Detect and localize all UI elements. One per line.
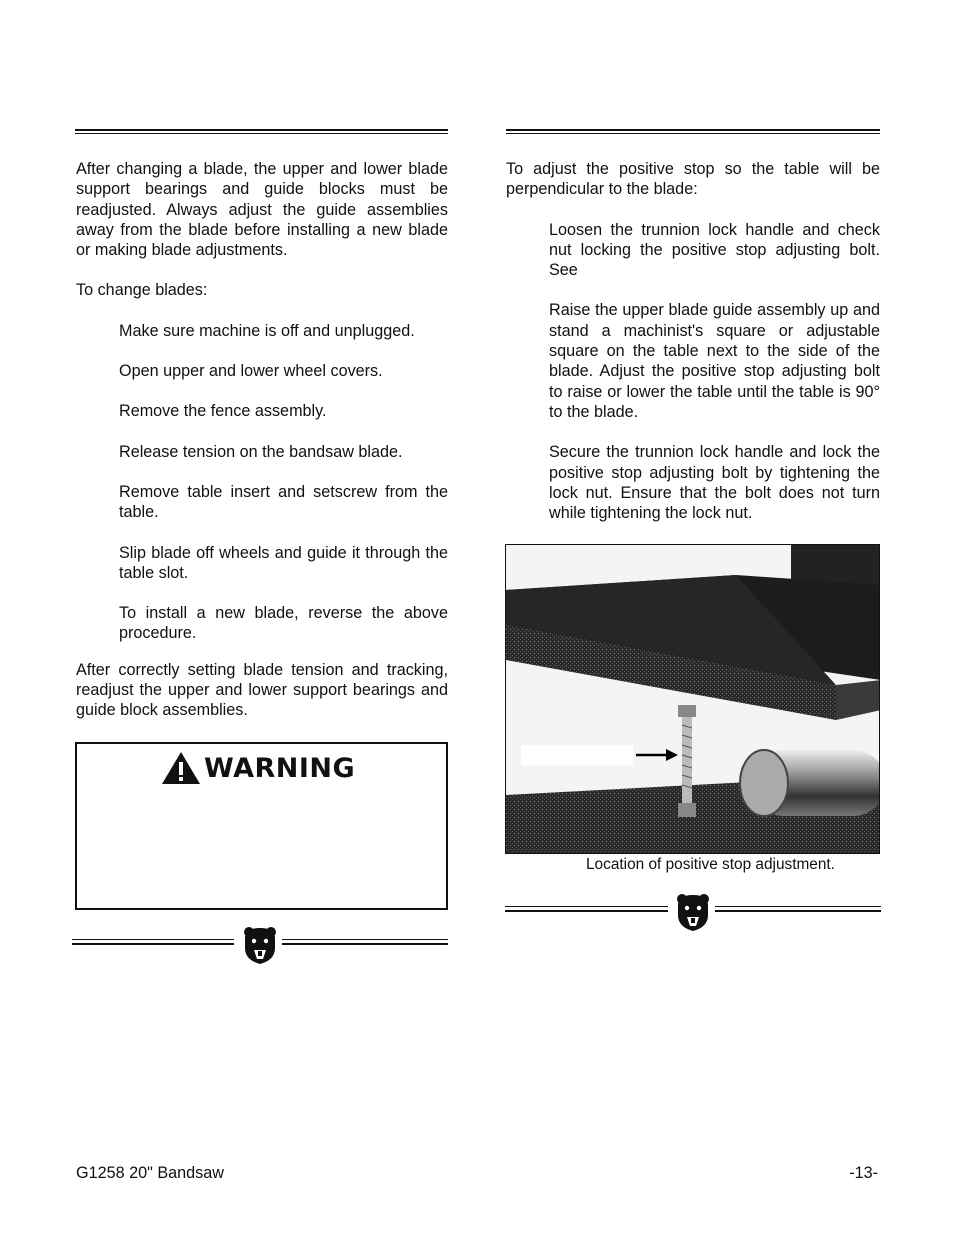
left-step-6: Slip blade off wheels and guide it through the table slot.	[119, 543, 448, 582]
right-column	[506, 159, 880, 523]
right-step-2: Raise the upper blade guide assembly up and stand a machinist's square or adjustable square on the table next to the side of the blade. Adjust the positive stop adjusting bolt to raise or lower the table until the table is 90° to the blade.	[549, 301, 880, 421]
left-lead: To change blades:	[76, 281, 208, 300]
photo-illustration	[506, 545, 880, 854]
right-section-rule	[506, 129, 880, 134]
left-bear-divider	[72, 926, 448, 966]
left-step-3: Remove the fence assembly.	[119, 402, 327, 421]
warning-triangle-icon	[160, 750, 202, 786]
left-column	[76, 159, 448, 721]
right-step-1: Loosen the trunnion lock handle and check nut locking the positive stop adjusting bolt. See	[549, 220, 880, 280]
left-step-2: Open upper and lower wheel covers.	[119, 362, 383, 381]
left-section-rule	[75, 129, 448, 134]
bear-head-icon	[242, 926, 278, 966]
positive-stop-photo	[505, 544, 880, 854]
left-closing: After correctly setting blade tension and tracking, readjust the upper and lower support bearings and guide block assemblies.	[76, 660, 448, 720]
footer-page-number: -13-	[849, 1164, 878, 1182]
left-step-5: Remove table insert and setscrew from the table.	[119, 482, 448, 522]
bear-head-icon	[675, 893, 711, 933]
right-intro: To adjust the positive stop so the table will be perpendicular to the blade:	[506, 160, 880, 199]
photo-caption: Location of positive stop adjustment.	[586, 856, 835, 873]
warning-label: WARNING	[204, 752, 356, 784]
left-step-4: Release tension on the bandsaw blade.	[119, 442, 403, 461]
right-bear-divider	[505, 893, 881, 933]
left-step-7: To install a new blade, reverse the above procedure.	[119, 604, 448, 643]
warning-box	[75, 742, 448, 910]
left-step-1: Make sure machine is off and unplugged.	[119, 321, 415, 340]
footer-model: G1258 20" Bandsaw	[76, 1164, 224, 1182]
left-intro: After changing a blade, the upper and lower blade support bearings and guide blocks must be readjusted. Always adjust the guide assemblies away from the blade before installing a new blade or making blade adjustments.	[76, 160, 448, 260]
right-step-3: Secure the trunnion lock handle and lock the positive stop adjusting bolt by tightening the lock nut. Ensure that the bolt does not turn while tightening the lock nut.	[549, 443, 880, 523]
warning-header	[160, 750, 355, 786]
